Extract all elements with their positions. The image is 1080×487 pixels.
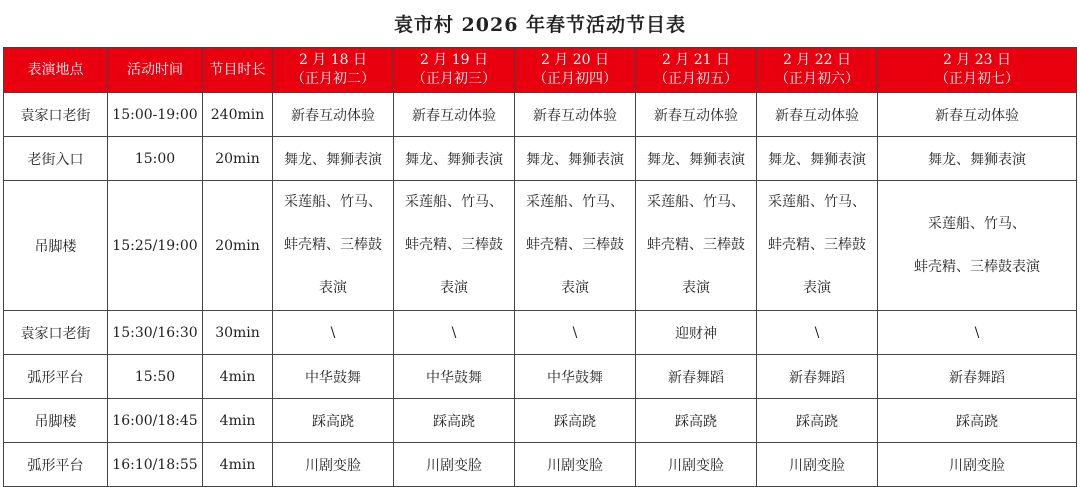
page-title: 袁市村 2026 年春节活动节目表 <box>393 14 687 36</box>
cell-program <box>636 181 757 311</box>
cell-duration: 4min <box>203 399 273 443</box>
header-date: 2 月 22 日 <box>782 52 852 68</box>
cell-location: 老街入口 <box>4 137 108 181</box>
program-line: 蚌壳精、三棒鼓 <box>647 237 745 253</box>
cell-program: 踩高跷 <box>878 399 1077 443</box>
cell-program: 舞龙、舞狮表演 <box>394 137 515 181</box>
program-line: 蚌壳精、三棒鼓表演 <box>914 258 1040 275</box>
program-line: 采莲船、竹马、 <box>284 194 382 210</box>
cell-program: \ <box>394 311 515 355</box>
program-line: 表演 <box>319 280 347 296</box>
header-day <box>757 48 878 93</box>
header-day <box>636 48 757 93</box>
cell-program: 新春互动体验 <box>757 93 878 137</box>
cell-program: 舞龙、舞狮表演 <box>273 137 394 181</box>
cell-program: \ <box>878 311 1077 355</box>
cell-program: 川剧变脸 <box>515 443 636 487</box>
cell-program: 舞龙、舞狮表演 <box>757 137 878 181</box>
cell-location: 弧形平台 <box>4 443 108 487</box>
cell-program: \ <box>273 311 394 355</box>
header-lunar: （正月初五） <box>654 71 738 87</box>
cell-time: 15:50 <box>108 355 203 399</box>
header-row <box>4 48 1077 93</box>
cell-program: 踩高跷 <box>273 399 394 443</box>
header-day <box>878 48 1077 93</box>
cell-program: 新春舞蹈 <box>636 355 757 399</box>
header-day <box>515 48 636 93</box>
program-line: 表演 <box>682 280 710 296</box>
cell-program: 新春互动体验 <box>515 93 636 137</box>
header-day <box>394 48 515 93</box>
program-line: 采莲船、竹马、 <box>647 194 745 210</box>
cell-time: 15:00-19:00 <box>108 93 203 137</box>
header-lunar: （正月初七） <box>935 71 1019 87</box>
cell-program: 新春互动体验 <box>636 93 757 137</box>
cell-location: 袁家口老街 <box>4 93 108 137</box>
cell-program: 中华鼓舞 <box>515 355 636 399</box>
cell-location: 吊脚楼 <box>4 399 108 443</box>
table-row <box>4 181 1077 311</box>
cell-program: 中华鼓舞 <box>273 355 394 399</box>
header-date: 2 月 18 日 <box>298 52 368 68</box>
cell-program: 舞龙、舞狮表演 <box>878 137 1077 181</box>
cell-duration: 4min <box>203 443 273 487</box>
cell-location: 弧形平台 <box>4 355 108 399</box>
cell-program: 新春舞蹈 <box>878 355 1077 399</box>
cell-program: 新春互动体验 <box>878 93 1077 137</box>
cell-program: 川剧变脸 <box>636 443 757 487</box>
cell-program: 踩高跷 <box>757 399 878 443</box>
cell-program: \ <box>515 311 636 355</box>
cell-program: 新春互动体验 <box>273 93 394 137</box>
table-row <box>4 355 1077 399</box>
cell-program: 川剧变脸 <box>878 443 1077 487</box>
cell-duration: 20min <box>203 137 273 181</box>
cell-program: 迎财神 <box>636 311 757 355</box>
program-line: 表演 <box>561 280 589 296</box>
header-lunar: （正月初二） <box>291 71 375 87</box>
program-line: 采莲船、竹马、 <box>526 194 624 210</box>
table-row <box>4 137 1077 181</box>
cell-program: 踩高跷 <box>394 399 515 443</box>
cell-program: 踩高跷 <box>515 399 636 443</box>
cell-time: 15:25/19:00 <box>108 181 203 311</box>
cell-program: 新春互动体验 <box>394 93 515 137</box>
program-line: 采莲船、竹马、 <box>405 194 503 210</box>
cell-program: 中华鼓舞 <box>394 355 515 399</box>
cell-location: 吊脚楼 <box>4 181 108 311</box>
header-location: 表演地点 <box>4 48 108 93</box>
program-line: 蚌壳精、三棒鼓 <box>284 237 382 253</box>
header-date: 2 月 21 日 <box>661 52 731 68</box>
header-lunar: （正月初四） <box>533 71 617 87</box>
header-lunar: （正月初三） <box>412 71 496 87</box>
header-day <box>273 48 394 93</box>
program-line: 蚌壳精、三棒鼓 <box>526 237 624 253</box>
header-date: 2 月 19 日 <box>419 52 489 68</box>
cell-time: 15:30/16:30 <box>108 311 203 355</box>
cell-program <box>757 181 878 311</box>
cell-time: 16:10/18:55 <box>108 443 203 487</box>
cell-program: 踩高跷 <box>636 399 757 443</box>
cell-time: 16:00/18:45 <box>108 399 203 443</box>
cell-program: 舞龙、舞狮表演 <box>636 137 757 181</box>
header-lunar: （正月初六） <box>775 71 859 87</box>
cell-program: \ <box>757 311 878 355</box>
cell-program <box>878 181 1077 311</box>
header-date: 2 月 23 日 <box>942 52 1012 68</box>
header-time: 活动时间 <box>108 48 203 93</box>
cell-duration: 240min <box>203 93 273 137</box>
schedule-table <box>3 47 1077 487</box>
cell-program <box>273 181 394 311</box>
cell-program <box>515 181 636 311</box>
cell-program: 新春舞蹈 <box>757 355 878 399</box>
program-line: 蚌壳精、三棒鼓 <box>768 237 866 253</box>
cell-duration: 30min <box>203 311 273 355</box>
program-line: 采莲船、竹马、 <box>928 215 1026 232</box>
cell-program: 川剧变脸 <box>757 443 878 487</box>
header-date: 2 月 20 日 <box>540 52 610 68</box>
table-row <box>4 93 1077 137</box>
table-row <box>4 311 1077 355</box>
table-row <box>4 443 1077 487</box>
header-duration: 节目时长 <box>203 48 273 93</box>
program-line: 表演 <box>440 280 468 296</box>
cell-program <box>394 181 515 311</box>
cell-duration: 4min <box>203 355 273 399</box>
cell-location: 袁家口老街 <box>4 311 108 355</box>
program-line: 采莲船、竹马、 <box>768 194 866 210</box>
cell-program: 舞龙、舞狮表演 <box>515 137 636 181</box>
cell-time: 15:00 <box>108 137 203 181</box>
cell-program: 川剧变脸 <box>394 443 515 487</box>
cell-program: 川剧变脸 <box>273 443 394 487</box>
cell-duration: 20min <box>203 181 273 311</box>
table-row <box>4 399 1077 443</box>
program-line: 表演 <box>803 280 831 296</box>
program-line: 蚌壳精、三棒鼓 <box>405 237 503 253</box>
